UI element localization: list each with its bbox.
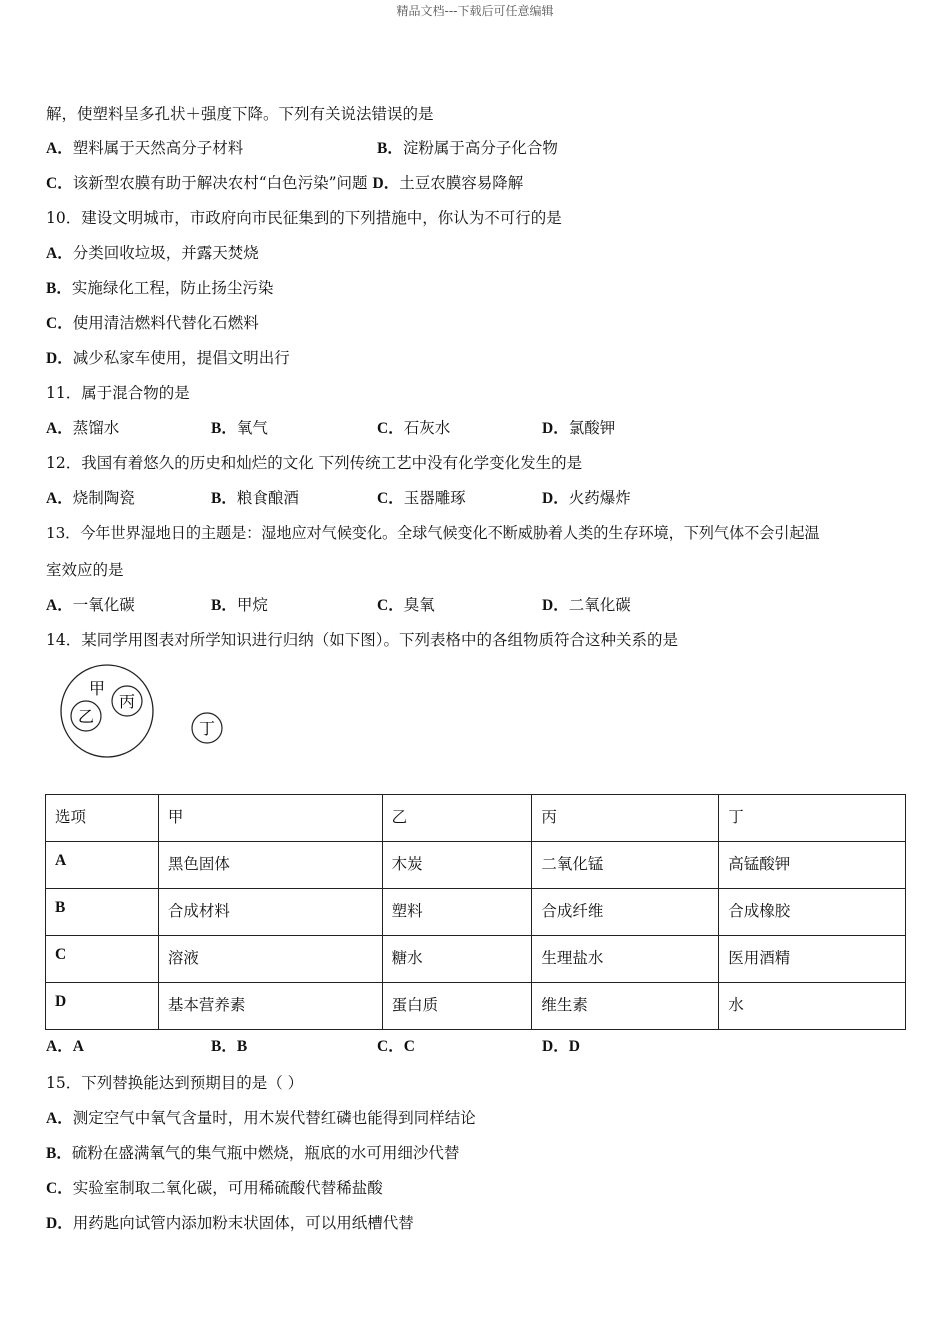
q11-stem: 11．属于混合物的是 [46, 384, 190, 402]
table-cell: 合成材料 [158, 889, 382, 936]
q14-options [46, 1037, 906, 1057]
table-header-cell: 丙 [532, 795, 719, 842]
table-cell: 高锰酸钾 [719, 842, 906, 889]
q10-option-d[interactable]: D．减少私家车使用，提倡文明出行 [46, 349, 290, 367]
table-header-cell: 选项 [46, 795, 159, 842]
q14-stem: 14．某同学用图表对所学知识进行归纳（如下图）。下列表格中的各组物质符合这种关系的是 [46, 631, 678, 649]
table-cell: 合成橡胶 [719, 889, 906, 936]
q13-option-c[interactable]: C．臭氧 [377, 596, 435, 614]
q11-option-a[interactable]: A．蒸馏水 [46, 419, 120, 437]
table-row [46, 889, 906, 936]
table-row [46, 842, 906, 889]
table-header-cell: 甲 [158, 795, 382, 842]
q11-option-d[interactable]: D．氯酸钾 [542, 419, 616, 437]
q11-option-c[interactable]: C．石灰水 [377, 419, 451, 437]
table-cell: C [46, 936, 159, 983]
q13-stem-line2: 室效应的是 [46, 561, 124, 579]
q13-option-b[interactable]: B．甲烷 [211, 596, 268, 614]
table-header-cell: 乙 [382, 795, 532, 842]
q9-option-a[interactable]: A．塑料属于天然高分子材料 [46, 139, 244, 157]
q14-option-a[interactable]: A．A [46, 1038, 84, 1055]
table-cell: 糖水 [382, 936, 532, 983]
table-cell: 溶液 [158, 936, 382, 983]
q14-option-b[interactable]: B．B [211, 1038, 248, 1055]
table-cell: 基本营养素 [158, 983, 382, 1030]
table-cell: 生理盐水 [532, 936, 719, 983]
table-cell: 医用酒精 [719, 936, 906, 983]
table-row [46, 936, 906, 983]
q12-option-a[interactable]: A．烧制陶瓷 [46, 489, 135, 507]
table-cell: 维生素 [532, 983, 719, 1030]
q12-options [46, 488, 906, 508]
q15-stem: 15．下列替换能达到预期目的是（ ） [46, 1074, 304, 1092]
set-relation-diagram [56, 664, 236, 764]
q11-option-b[interactable]: B．氧气 [211, 419, 268, 437]
q9-stem: 解，使塑料呈多孔状＋强度下降。下列有关说法错误的是 [46, 105, 434, 123]
label-yi: 乙 [77, 707, 95, 726]
q10-option-c[interactable]: C．使用清洁燃料代替化石燃料 [46, 314, 259, 332]
q13-options [46, 595, 906, 615]
q12-option-c[interactable]: C．玉器雕琢 [377, 489, 466, 507]
q9-options-row2 [46, 173, 523, 194]
q14-table [45, 794, 906, 1030]
table-cell: A [46, 842, 159, 889]
table-row [46, 983, 906, 1030]
q12-option-d[interactable]: D．火药爆炸 [542, 489, 631, 507]
q12-option-b[interactable]: B．粮食酿酒 [211, 489, 299, 507]
table-cell: 黑色固体 [158, 842, 382, 889]
table-cell: 塑料 [382, 889, 532, 936]
label-jia: 甲 [88, 679, 106, 698]
q14-option-c[interactable]: C．C [377, 1038, 415, 1055]
q9-option-d[interactable]: D．土豆农膜容易降解 [372, 174, 524, 192]
q9-option-b[interactable]: B．淀粉属于高分子化合物 [377, 139, 558, 157]
label-bing: 丙 [118, 692, 136, 711]
q12-stem: 12．我国有着悠久的历史和灿烂的文化 下列传统工艺中没有化学变化发生的是 [46, 454, 583, 472]
q9-option-c[interactable]: C．该新型农膜有助于解决农村“白色污染”问题 [46, 174, 368, 192]
table-cell: 水 [719, 983, 906, 1030]
q15-option-a[interactable]: A．测定空气中氧气含量时，用木炭代替红磷也能得到同样结论 [46, 1109, 476, 1127]
q10-option-b[interactable]: B．实施绿化工程，防止扬尘污染 [46, 279, 274, 297]
table-cell: D [46, 983, 159, 1030]
q11-options [46, 418, 906, 438]
q10-option-a[interactable]: A．分类回收垃圾，并露天焚烧 [46, 244, 259, 262]
q14-option-d[interactable]: D．D [542, 1038, 580, 1055]
table-cell: B [46, 889, 159, 936]
q10-stem: 10．建设文明城市，市政府向市民征集到的下列措施中，你认为不可行的是 [46, 209, 562, 227]
q15-option-c[interactable]: C．实验室制取二氧化碳，可用稀硫酸代替稀盐酸 [46, 1179, 383, 1197]
q13-option-a[interactable]: A．一氧化碳 [46, 596, 135, 614]
q15-option-b[interactable]: B．硫粉在盛满氧气的集气瓶中燃烧，瓶底的水可用细沙代替 [46, 1144, 460, 1162]
q15-option-d[interactable]: D．用药匙向试管内添加粉末状固体，可以用纸槽代替 [46, 1214, 414, 1232]
q13-stem-line1: 13．今年世界湿地日的主题是：湿地应对气候变化。全球气候变化不断威胁着人类的生存环境，下列气体不会引起温 [46, 524, 820, 542]
circle-jia [61, 665, 153, 757]
table-cell: 木炭 [382, 842, 532, 889]
table-header-row [46, 795, 906, 842]
table-cell: 合成纤维 [532, 889, 719, 936]
table-header-cell: 丁 [719, 795, 906, 842]
table-cell: 蛋白质 [382, 983, 532, 1030]
q13-option-d[interactable]: D．二氧化碳 [542, 596, 631, 614]
label-ding: 丁 [198, 719, 216, 738]
table-cell: 二氧化锰 [532, 842, 719, 889]
page-header: 精品文档---下载后可任意编辑 [396, 4, 554, 18]
